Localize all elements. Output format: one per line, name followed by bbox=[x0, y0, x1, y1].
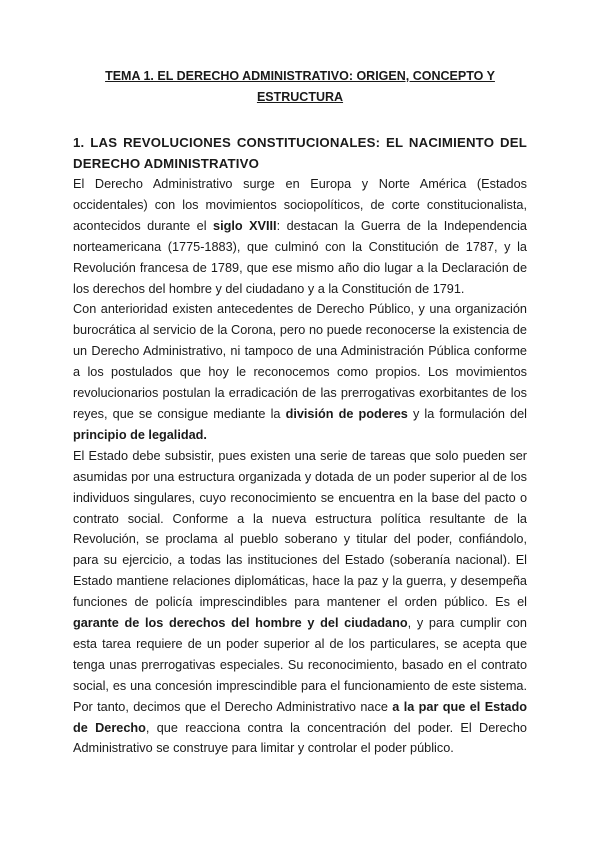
page-title-line-1: TEMA 1. EL DERECHO ADMINISTRATIVO: ORIGEN, CONCEPTO Y bbox=[105, 69, 495, 83]
paragraph-1 bbox=[73, 174, 527, 299]
paragraph-text: y la formulación del bbox=[407, 406, 527, 421]
bold-term-estado-derecho: a la par que el Estado de Derecho bbox=[73, 699, 527, 735]
paragraph-3 bbox=[73, 446, 527, 760]
paragraph-text: : destacan la Guerra de la Independencia norteamericana (1775-1883), que culminó con la Constitución de 1787, y la Revolución francesa de 1789, que ese mismo año dio lugar a la Declaración de los derechos del hombre y del ciudadano y a la Constitución de 1791. bbox=[73, 218, 527, 296]
section-heading: 1. LAS REVOLUCIONES CONSTITUCIONALES: EL NACIMIENTO DEL DERECHO ADMINISTRATIVO bbox=[73, 135, 527, 171]
paragraph-2 bbox=[73, 299, 527, 445]
bold-term-siglo: siglo XVIII bbox=[213, 218, 277, 233]
bold-term-legalidad: principio de legalidad. bbox=[73, 427, 207, 442]
paragraph-text: Con anterioridad existen antecedentes de Derecho Público, y una organización burocrática al servicio de la Corona, pero no puede reconocerse la existencia de un Derecho Administrativo, ni tampoco de una Administración Pública conforme a los postulados que hoy le reconocemos como propios. Los movimientos revolucionarios postulan la erradicación de las prerrogativas exorbitantes de los reyes, que se consigue mediante la bbox=[73, 302, 527, 421]
page-title-line-2: ESTRUCTURA bbox=[256, 90, 344, 104]
paragraph-text: El Derecho Administrativo surge en Europa y Norte América (Estados occidentales) con los movimientos sociopolíticos, de corte constitucionalista, acontecidos durante el bbox=[73, 177, 527, 233]
bold-term-division: división de poderes bbox=[285, 406, 408, 421]
bold-term-garante: garante de los derechos del hombre y del ciudadano bbox=[73, 616, 408, 631]
document-page bbox=[73, 66, 527, 759]
paragraph-text: El Estado debe subsistir, pues existen una serie de tareas que solo pueden ser asumidas por una estructura organizada y dotada de un poder superior al de los individuos singulares, cuyo reconocimiento se encuentra en la base del pacto o contrato social. Conforme a la nueva estructura política resultante de la Revolución, se proclama al pueblo soberano y titular del poder, confiándolo, para su ejercicio, a todas las instituciones del Estado (soberanía nacional). El Estado mantiene relaciones diplomáticas, hace la paz y la guerra, y desempeña funciones de policía imprescindibles para mantener el orden público. Es el bbox=[73, 448, 527, 610]
paragraph-text: , que reacciona contra la concentración del poder. El Derecho Administrativo se construye para limitar y controlar el poder público. bbox=[73, 720, 527, 756]
page-title bbox=[73, 66, 527, 108]
paragraph-text: , y para cumplir con esta tarea requiere de un poder superior al de los particulares, se acepta que tenga unas prerrogativas especiales. Su reconocimiento, basado en el contrato social, es una concesión imprescindible para el funcionamiento de este sistema. Por tanto, decimos que el Derecho Administrativo nace bbox=[73, 616, 527, 714]
